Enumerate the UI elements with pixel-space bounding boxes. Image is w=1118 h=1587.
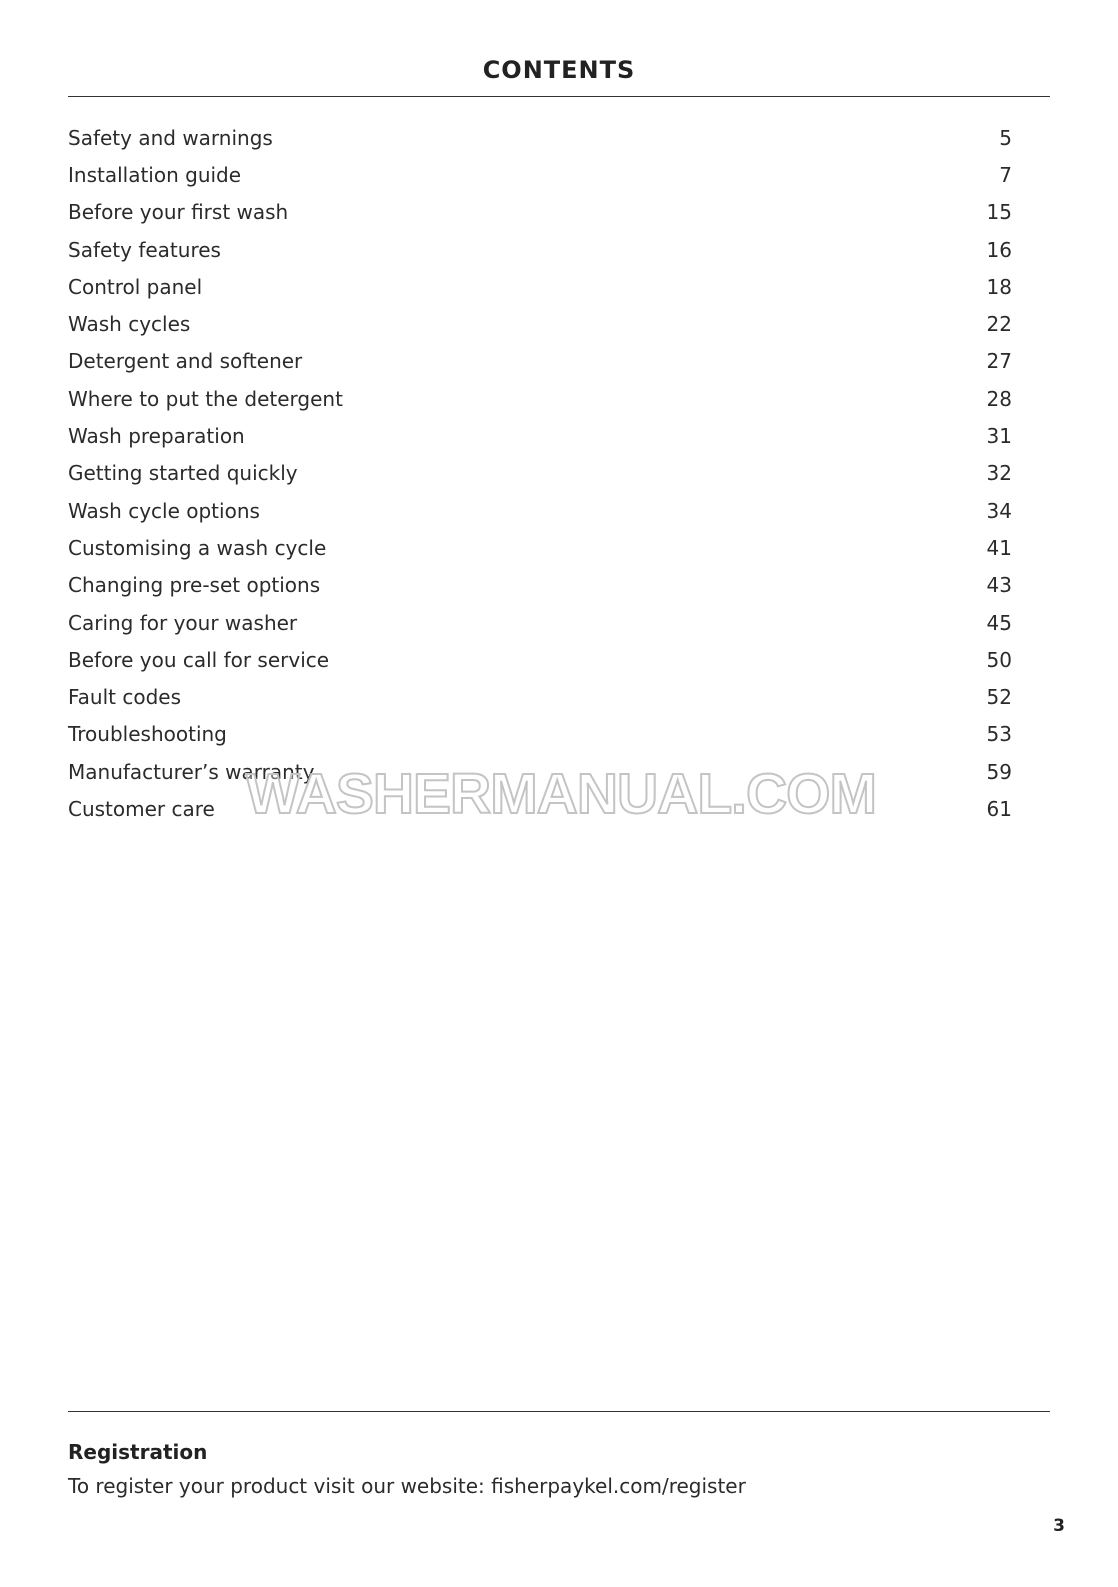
toc-entry-page: 16 <box>986 237 1012 262</box>
registration-heading: Registration <box>68 1440 208 1464</box>
toc-entry-page: 7 <box>999 162 1012 187</box>
toc-entry[interactable] <box>68 119 1012 156</box>
toc-entry[interactable] <box>68 305 1012 342</box>
toc-entry[interactable] <box>68 380 1012 417</box>
toc-entry-page: 15 <box>986 200 1012 225</box>
toc-entry[interactable] <box>68 455 1012 492</box>
page-title: CONTENTS <box>482 56 636 84</box>
toc-entry[interactable] <box>68 678 1012 715</box>
toc-entry[interactable] <box>68 194 1012 231</box>
toc-entry-label: Wash preparation <box>68 424 245 449</box>
toc-entry[interactable] <box>68 716 1012 753</box>
toc-entry-page: 50 <box>986 647 1012 672</box>
toc-entry-page: 31 <box>986 424 1012 449</box>
watermark: WASHERMANUAL.COM <box>246 762 876 826</box>
toc-entry-page: 18 <box>986 274 1012 299</box>
toc-entry-page: 28 <box>986 386 1012 411</box>
toc-entry-label: Where to put the detergent <box>68 386 343 411</box>
toc-entry-label: Wash cycle options <box>68 498 260 523</box>
toc-entry-label: Installation guide <box>68 162 242 187</box>
toc-entry-page: 52 <box>986 685 1012 710</box>
toc-entry[interactable] <box>68 604 1012 641</box>
toc-entry-page: 32 <box>986 461 1012 486</box>
toc-entry-label: Control panel <box>68 274 203 299</box>
toc-entry-page: 61 <box>986 796 1012 821</box>
toc-entry-page: 22 <box>986 312 1012 337</box>
toc-entry[interactable] <box>68 641 1012 678</box>
toc-entry-label: Wash cycles <box>68 312 191 337</box>
toc-entry[interactable] <box>68 343 1012 380</box>
toc-entry-page: 59 <box>986 759 1012 784</box>
toc-entry[interactable] <box>68 492 1012 529</box>
toc-entry[interactable] <box>68 567 1012 604</box>
bottom-divider <box>68 1411 1050 1412</box>
toc-entry[interactable] <box>68 753 1012 790</box>
registration-text: To register your product visit our website: fisherpaykel.com/register <box>68 1474 746 1498</box>
toc-entry-label: Before your first wash <box>68 200 289 225</box>
toc-entry[interactable] <box>68 231 1012 268</box>
toc-entry-label: Detergent and softener <box>68 349 303 374</box>
toc-entry-label: Before you call for service <box>68 647 330 672</box>
table-of-contents <box>68 119 1012 828</box>
toc-entry-label: Troubleshooting <box>68 722 227 747</box>
toc-entry-label: Getting started quickly <box>68 461 298 486</box>
toc-entry-page: 43 <box>986 573 1012 598</box>
toc-entry-label: Manufacturer’s warranty <box>68 759 315 784</box>
toc-entry[interactable] <box>68 268 1012 305</box>
toc-entry-label: Customer care <box>68 796 215 821</box>
top-divider <box>68 96 1050 97</box>
toc-entry-page: 41 <box>986 535 1012 560</box>
toc-entry-label: Safety features <box>68 237 221 262</box>
toc-entry-label: Fault codes <box>68 685 182 710</box>
toc-entry[interactable] <box>68 156 1012 193</box>
toc-entry-label: Caring for your washer <box>68 610 298 635</box>
toc-entry-label: Safety and warnings <box>68 125 273 150</box>
toc-entry-page: 34 <box>986 498 1012 523</box>
toc-entry-label: Changing pre-set options <box>68 573 321 598</box>
page-number: 3 <box>1053 1516 1065 1536</box>
toc-entry[interactable] <box>68 417 1012 454</box>
toc-entry[interactable] <box>68 790 1012 827</box>
toc-entry-label: Customising a wash cycle <box>68 535 327 560</box>
toc-entry-page: 45 <box>986 610 1012 635</box>
toc-entry-page: 5 <box>999 125 1012 150</box>
toc-entry[interactable] <box>68 529 1012 566</box>
toc-entry-page: 27 <box>986 349 1012 374</box>
toc-entry-page: 53 <box>986 722 1012 747</box>
